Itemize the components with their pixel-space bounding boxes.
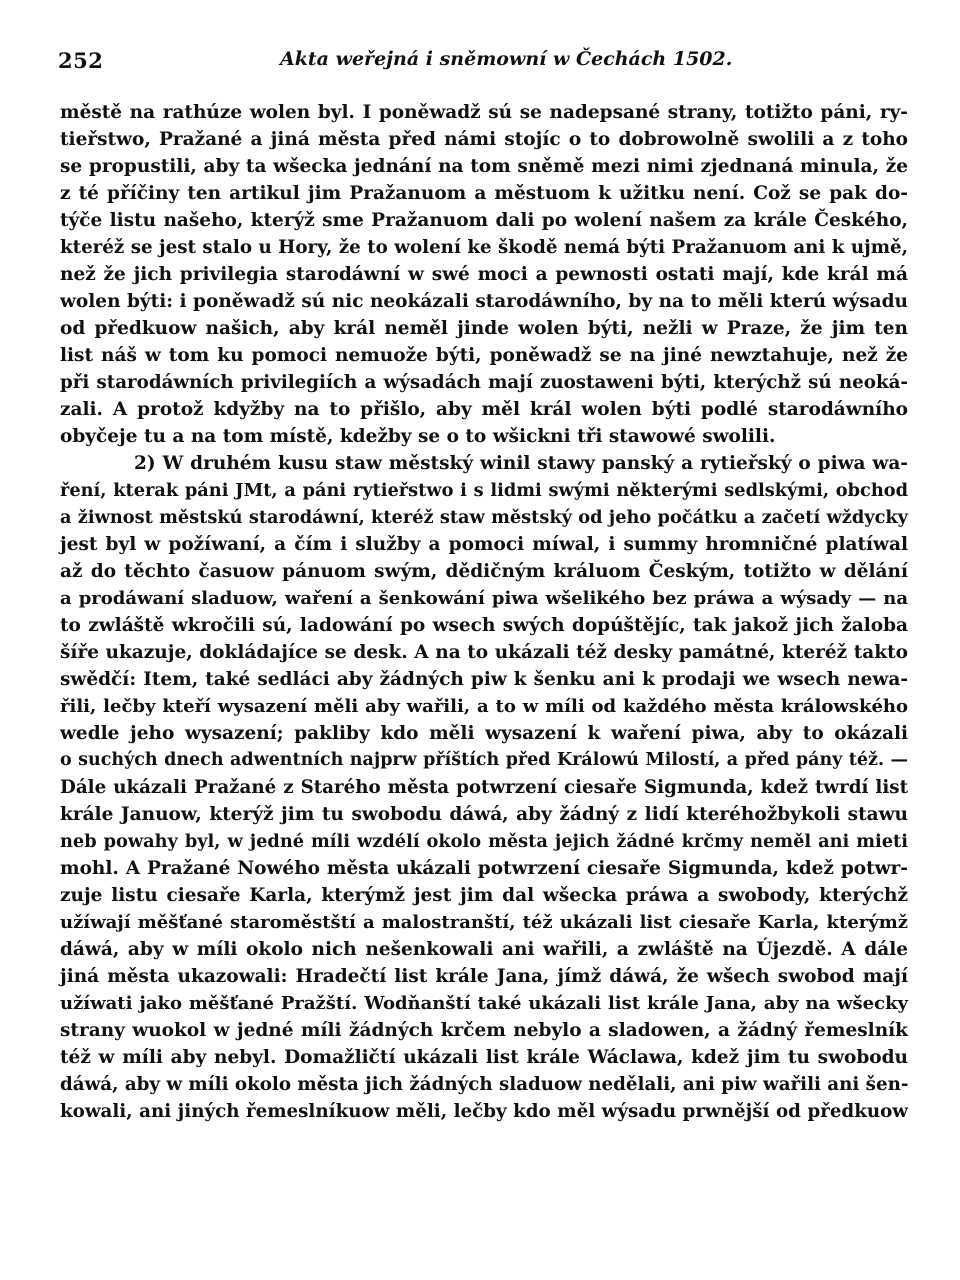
text-line: a prodáwaní sladuow, waření a šenkowání piwa wšelikého bez práwa a wýsady — na (60, 588, 908, 609)
text-line: obyčeje tu a na tom místě, kdežby se o to wšickni tři stawowé swolili. (60, 426, 776, 447)
text-line: strany wuokol w jedné míli žádných krčem nebylo a sladowen, a žádný řemeslník (60, 1020, 908, 1041)
text-line: kowali, ani jiných řemeslníkuow měli, lečby kdo měl wýsadu prwnější od předkuow (60, 1101, 908, 1122)
page-number: 252 (58, 48, 104, 73)
page-header (58, 44, 908, 84)
running-title: Akta weřejná i sněmowní w Čechách 1502. (280, 48, 733, 70)
text-line: krále Januow, kterýž jim tu swobodu dáwá, aby žádný z lidí kteréhožbykoli stawu (60, 804, 908, 825)
text-line: řili, lečby kteří wysazení měli aby wařili, a to w míli od každého města králowského (60, 696, 908, 717)
body-text (60, 99, 908, 1125)
text-line: zali. A protož kdyžby na to přišlo, aby měl král wolen býti podlé starodáwního (60, 399, 908, 420)
text-line: užíwati jako měšťané Pražští. Wodňanští také ukázali list krále Jana, aby na wšecky (60, 993, 908, 1014)
text-line: to zwláště wkročili sú, ladowání po wsech swých dopúštějíc, tak jakož jich žaloba (60, 615, 908, 636)
text-line: swědčí: Item, také sedláci aby žádných piw k šenku ani k prodaji we wsech newa- (60, 669, 908, 690)
text-line: wolen býti: i poněwadž sú nic neokázali starodáwního, by na to měli kterú wýsadu (60, 291, 908, 312)
text-line: o suchých dnech adwentních najprw příštích před Králowú Milostí, a před pány též. — (60, 750, 908, 770)
text-line: wedle jeho wysazení; pakliby kdo měli wysazení k waření piwa, aby to okázali (60, 723, 908, 744)
text-line: mohl. A Pražané Nowého města ukázali potwrzení ciesaře Sigmunda, kdež potwr- (60, 858, 908, 879)
text-line: 2) W druhém kusu staw městský winil stawy panský a rytieřský o piwa wa- (134, 453, 908, 474)
text-line: tieřstwo, Pražané a jiná města před námi stojíc o to dobrowolně swolili a z toho (60, 129, 908, 150)
text-line: kteréž se jest stalo u Hory, že to wolení ke škodě nemá býti Pražanuom ani k ujmě, (60, 237, 908, 258)
text-line: a žiwnost městskú starodáwní, kteréž staw městský od jeho počátku a začetí wždycky (60, 507, 908, 528)
text-line: užíwají měšťané staroměstští a malostranští, též ukázali list ciesaře Karla, kterýmž (60, 912, 908, 933)
text-line: ření, kterak páni JMt, a páni rytieřstwo i s lidmi swými některými sedlskými, obchod (60, 480, 908, 501)
text-line: dáwá, aby w míli okolo města jich žádných sladuow nedělali, ani piw wařili ani šen- (60, 1074, 909, 1095)
text-line: týče listu našeho, kterýž sme Pražanuom dali po wolení našem za krále Českého, (60, 210, 908, 231)
text-line: jest byl w požíwaní, a čím i služby a pomoci míwal, i summy hromničné platíwal (60, 534, 908, 555)
text-line: městě na rathúze wolen byl. I poněwadž sú se nadepsané strany, totižto páni, ry- (60, 102, 908, 123)
text-line: z té příčiny ten artikul jim Pražanuom a městuom k užitku není. Což se pak do- (60, 183, 908, 204)
text-line: neb powahy byl, w jedné míli wzdélí okolo města jejich žádné krčmy neměl ani mieti (60, 831, 908, 852)
text-line: zuje listu ciesaře Karla, kterýmž jest jim dal wšecka práwa a swobody, kterýchž (60, 885, 908, 906)
text-line: než že jich privilegia starodáwní w swé moci a pewnosti ostati mají, kde král má (60, 264, 908, 285)
text-line: se propustili, aby ta wšecka jednání na tom sněmě mezi nimi zjednaná minula, že (60, 156, 908, 177)
text-line: jiná města ukazowali: Hradečtí list krále Jana, jímž dáwá, že wšech swobod mají (60, 966, 908, 987)
text-line: při starodáwních privilegiích a wýsadách mají zuostaweni býti, kterýchž sú neoká- (60, 372, 908, 393)
text-line: šíře ukazuje, dokládajíce se desk. A na to ukázali též desky památné, kteréž takto (60, 642, 908, 663)
text-line: Dále ukázali Pražané z Starého města potwrzení ciesaře Sigmunda, kdež twrdí list (60, 777, 908, 798)
text-line: list náš w tom ku pomoci nemuože býti, poněwadž se na jiné newztahuje, než že (60, 345, 908, 366)
text-line: dáwá, aby w míli okolo nich nešenkowali ani wařili, a zwláště na Újezdě. A dále (60, 939, 908, 960)
text-line: až do těchto časuow pánuom swým, dědičným králuom Českým, totižto w dělání (60, 561, 908, 582)
text-line: též w míli aby nebyl. Domažličtí ukázali list krále Wáclawa, kdež jim tu swobodu (60, 1047, 908, 1068)
text-line: od předkuow našich, aby král neměl jinde wolen býti, nežli w Praze, že jim ten (60, 318, 908, 339)
